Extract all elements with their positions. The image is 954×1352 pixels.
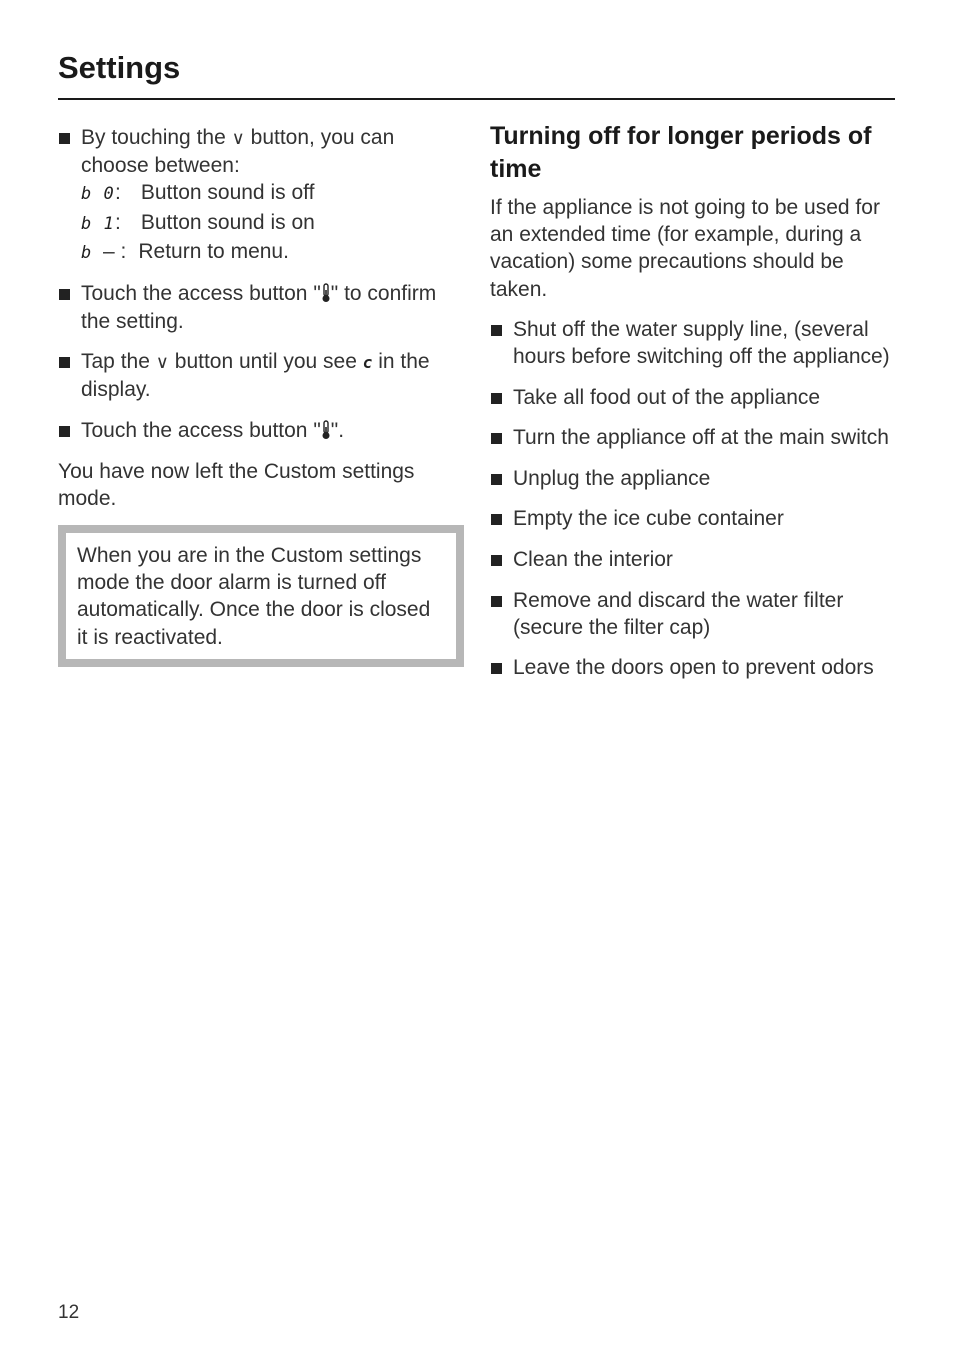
list-item xyxy=(58,417,464,444)
list-item xyxy=(490,465,895,492)
option-separator: : xyxy=(115,210,121,234)
option-separator: – : xyxy=(103,239,127,263)
list-item xyxy=(490,546,895,573)
step-text-pre: Touch the access button " xyxy=(81,419,321,442)
settings-steps-list xyxy=(58,124,464,444)
option-separator: : xyxy=(115,181,121,205)
left-column xyxy=(58,124,464,667)
precautions-list xyxy=(490,316,895,682)
square-bullet-icon xyxy=(491,393,502,404)
step-text-post: button, you can choose between: xyxy=(81,126,395,178)
step-text-post: in the display. xyxy=(81,350,430,402)
option-text: Button sound is on xyxy=(140,210,315,234)
list-item xyxy=(490,424,895,451)
thermometer-icon xyxy=(321,420,331,440)
step-text-mid: button until you see xyxy=(174,350,357,374)
display-code: b xyxy=(81,242,93,263)
display-code: c xyxy=(362,353,373,373)
square-bullet-icon xyxy=(491,474,502,485)
square-bullet-icon xyxy=(59,357,70,368)
section-heading: Turning off for longer periods of time xyxy=(490,122,872,183)
display-code: b 1 xyxy=(81,213,115,234)
intro-paragraph: If the appliance is not going to be used for an extended time (for example, during a vacation) some precautions should be taken. xyxy=(490,196,880,301)
list-item-text: Remove and discard the water filter (secure the filter cap) xyxy=(513,588,844,639)
list-item xyxy=(490,384,895,411)
step-text-pre: Tap the xyxy=(81,350,150,374)
list-item xyxy=(490,505,895,532)
thermometer-icon xyxy=(321,283,331,303)
square-bullet-icon xyxy=(491,325,502,336)
list-item-text: Empty the ice cube container xyxy=(513,507,784,531)
display-code: b 0 xyxy=(81,184,115,205)
list-item xyxy=(490,654,895,681)
step-text-post: " to confirm the setting. xyxy=(81,282,437,333)
chevron-down-icon: ∨ xyxy=(155,352,169,374)
square-bullet-icon xyxy=(491,433,502,444)
square-bullet-icon xyxy=(491,555,502,566)
square-bullet-icon xyxy=(59,426,70,437)
page-title: Settings xyxy=(58,50,181,85)
list-item-text: Take all food out of the appliance xyxy=(513,385,821,409)
square-bullet-icon xyxy=(491,514,502,525)
option-row xyxy=(81,238,464,267)
option-row xyxy=(81,179,464,208)
step-text-pre: Touch the access button " xyxy=(81,282,321,306)
list-item-text: Shut off the water supply line, (several hours before switching off the appliance) xyxy=(513,317,890,369)
list-item-text: Leave the doors open to prevent odors xyxy=(513,656,874,680)
option-row xyxy=(81,209,464,238)
list-item xyxy=(58,348,464,403)
step-text-post: ". xyxy=(330,419,345,442)
list-item-text: Clean the interior xyxy=(513,547,673,571)
square-bullet-icon xyxy=(491,596,502,607)
list-item xyxy=(58,280,464,334)
page-number: 12 xyxy=(58,1302,80,1323)
option-text: Button sound is off xyxy=(140,181,315,205)
right-column xyxy=(490,120,895,695)
list-item xyxy=(490,316,895,370)
list-item xyxy=(490,587,895,641)
list-item-text: Turn the appliance off at the main switch xyxy=(513,426,889,450)
title-divider xyxy=(58,98,895,100)
square-bullet-icon xyxy=(59,289,70,300)
option-text: Return to menu. xyxy=(138,239,289,263)
chevron-down-icon: ∨ xyxy=(231,128,245,149)
square-bullet-icon xyxy=(491,663,502,674)
list-item xyxy=(58,124,464,267)
list-item-text: Unplug the appliance xyxy=(513,466,711,490)
step-text-pre: By touching the xyxy=(81,126,226,149)
square-bullet-icon xyxy=(59,133,70,144)
note-box: When you are in the Custom settings mode the door alarm is turned off automatically. Once the door is closed it is reactivated. xyxy=(58,525,464,667)
exit-paragraph: You have now left the Custom settings mode. xyxy=(58,459,415,510)
